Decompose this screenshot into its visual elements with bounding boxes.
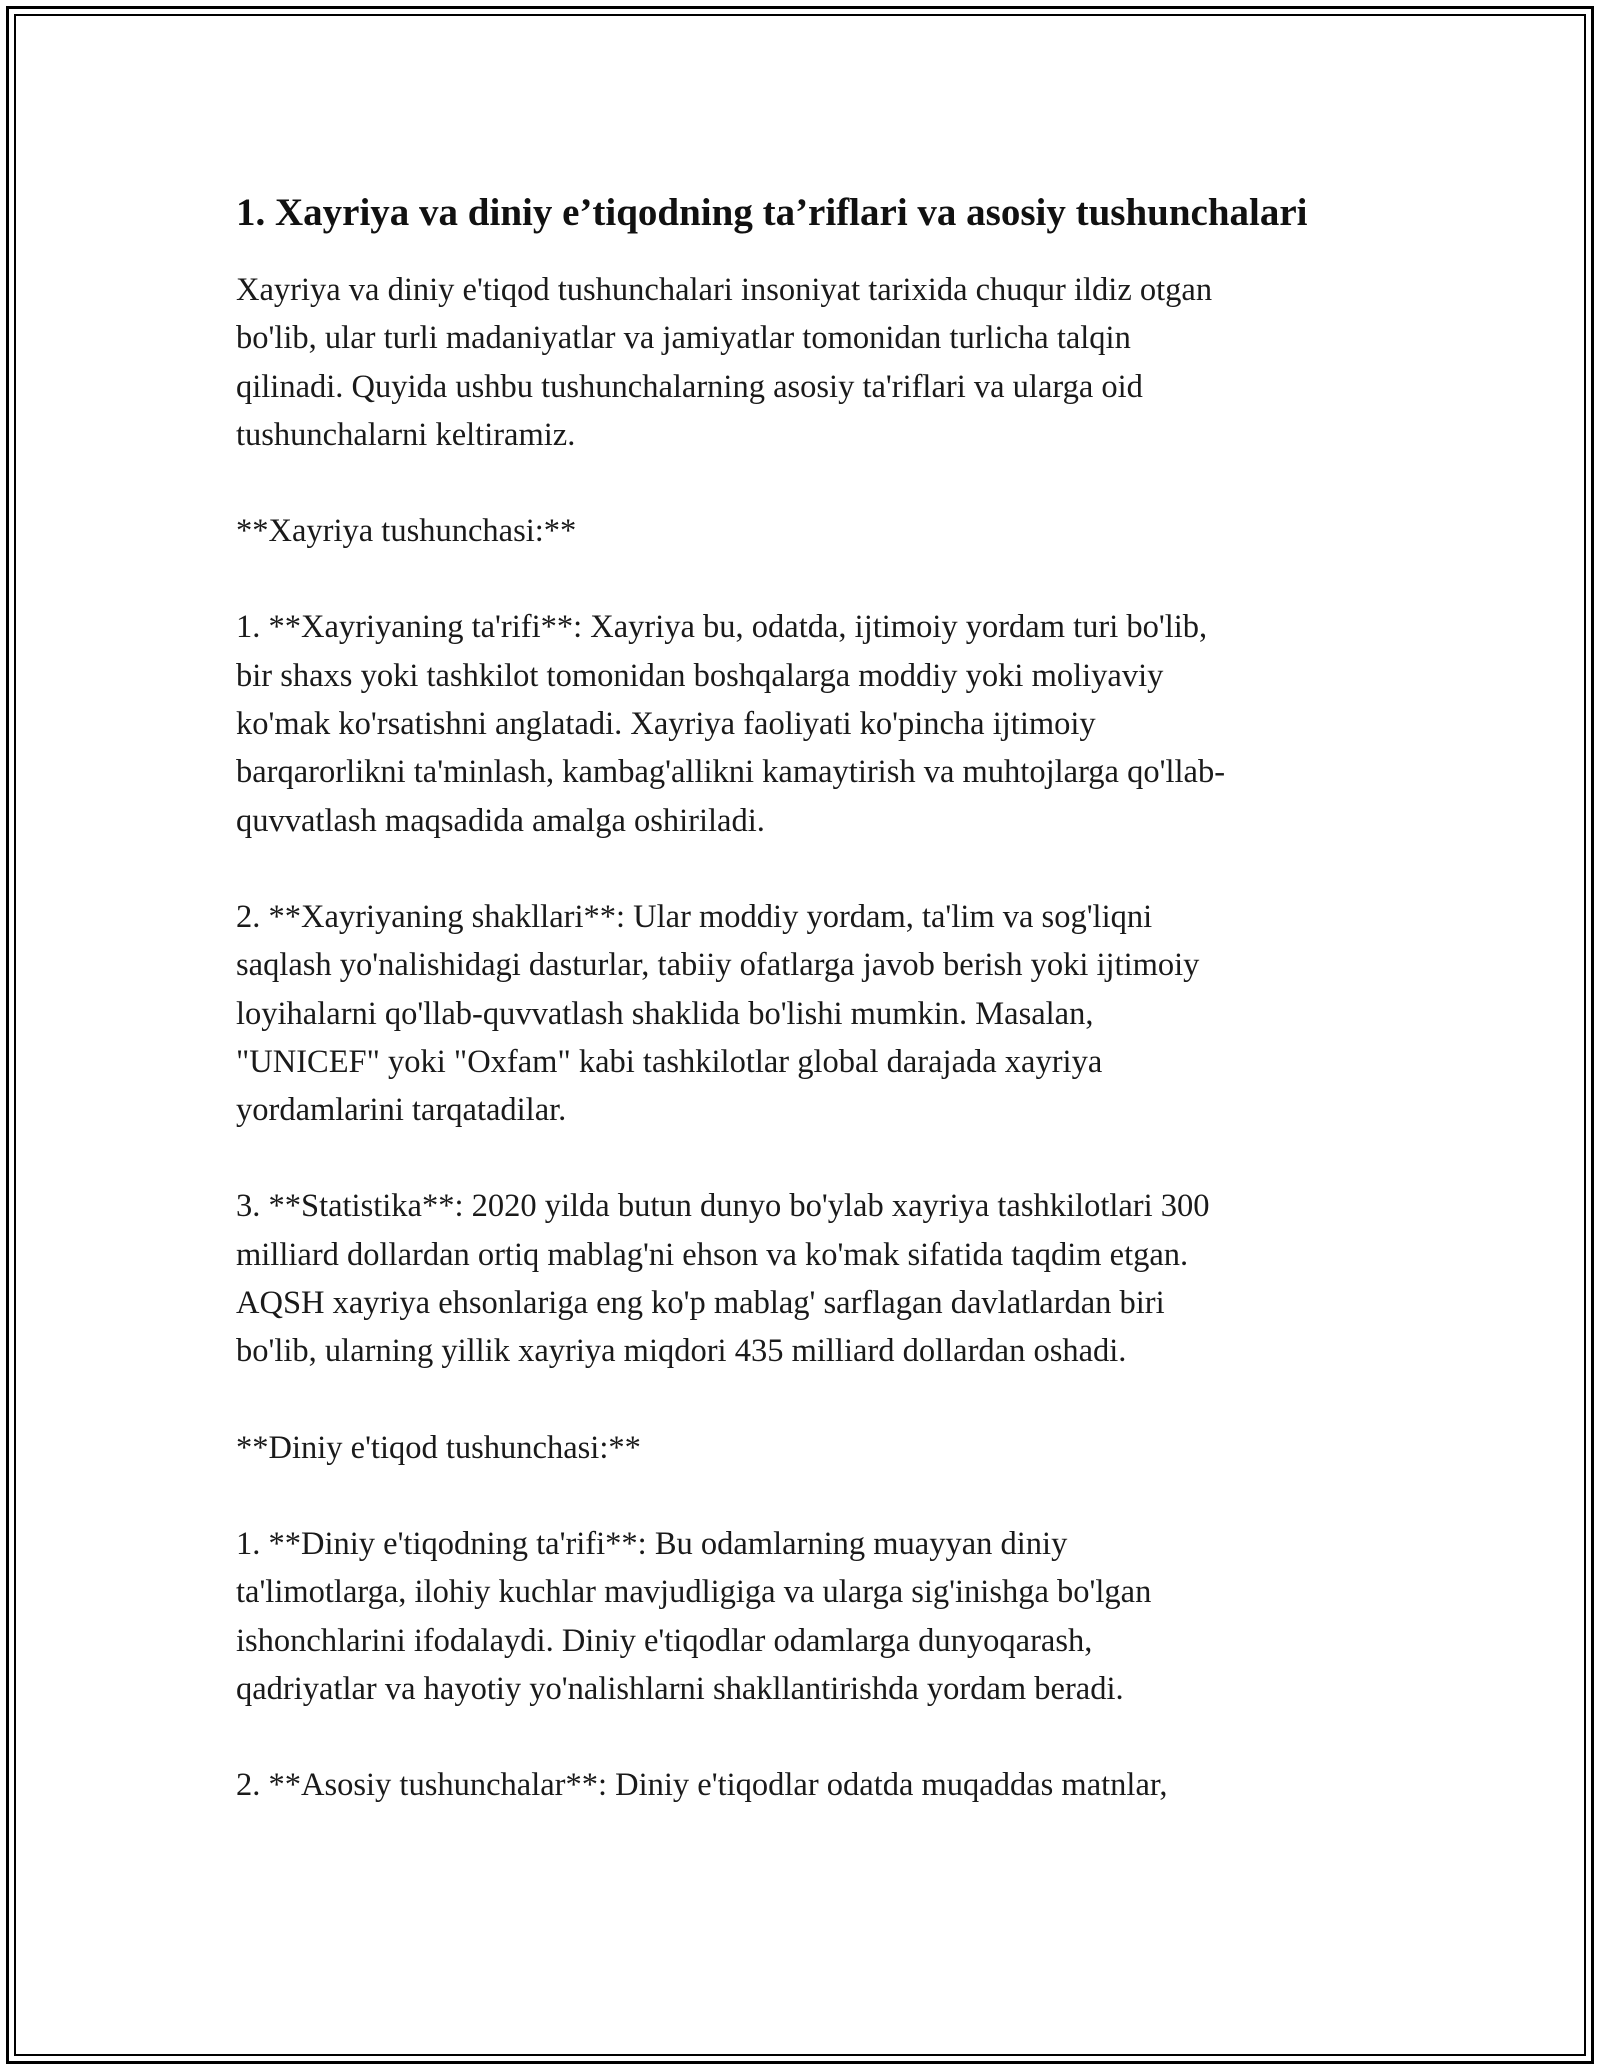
list-item-charity-definition: 1. **Xayriyaning ta'rifi**: Xayriya bu, odatda, ijtimoiy yordam turi bo'lib, bir shaxs yoki tashkilot tomonidan boshqalarga moddiy yoki moliyaviy ko'mak ko'rsatishni anglatadi. Xayriya faoliyati ko'pincha ijtimoiy barqarorlikni ta'minlash, kambag'allikni kamaytirish va muhtojlarga qo'llab- quvvatlash maqsadida amalga oshiriladi. [236, 609, 1226, 839]
list-item-belief-definition: 1. **Diniy e'tiqodning ta'rifi**: Bu odamlarning muayyan diniy ta'limotlarga, ilohiy kuchlar mavjudligiga va ularga sig'inishga bo'lgan ishonchlarini ifodalaydi. Diniy e'tiqodlar odamlarga dunyoqarash, qadriyatlar va hayotiy yo'nalishlarni shakllantirishda yordam beradi. [236, 1525, 1152, 1707]
list-item-belief-concepts: 2. **Asosiy tushunchalar**: Diniy e'tiqodlar odatda muqaddas matnlar, [236, 1767, 1168, 1804]
subheading-religious-belief: **Diniy e'tiqod tushunchasi:** [236, 1429, 641, 1466]
section-heading: 1. Xayriya va diniy e’tiqodning ta’riflari va asosiy tushunchalari [236, 191, 1308, 234]
subheading-charity: **Xayriya tushunchasi:** [236, 513, 577, 550]
list-item-charity-forms: 2. **Xayriyaning shakllari**: Ular moddiy yordam, ta'lim va sog'liqni saqlash yo'nalishidagi dasturlar, tabiiy ofatlarga javob berish yoki ijtimoiy loyihalarni qo'llab-quvvatlash shaklida bo'lishi mumkin. Masalan, "UNICEF" yoki "Oxfam" kabi tashkilotlar global darajada xayriya yordamlarini tarqatadilar. [236, 898, 1200, 1129]
list-item-charity-statistics: 3. **Statistika**: 2020 yilda butun dunyo bo'ylab xayriya tashkilotlari 300 milliard dollardan ortiq mablag'ni ehson va ko'mak sifatida taqdim etgan. AQSH xayriya ehsonlariga eng ko'p mablag' sarflagan davlatlardan biri bo'lib, ularning yillik xayriya miqdori 435 milliard dollardan oshadi. [236, 1188, 1210, 1370]
intro-paragraph: Xayriya va diniy e'tiqod tushunchalari insoniyat tarixida chuqur ildiz otgan bo'lib, ular turli madaniyatlar va jamiyatlar tomonidan turlicha talqin qilinadi. Quyida ushbu tushunchalarning asosiy ta'riflari va ularga oid tushunchalarni keltiramiz. [236, 272, 1213, 453]
document-body [236, 186, 1366, 1857]
